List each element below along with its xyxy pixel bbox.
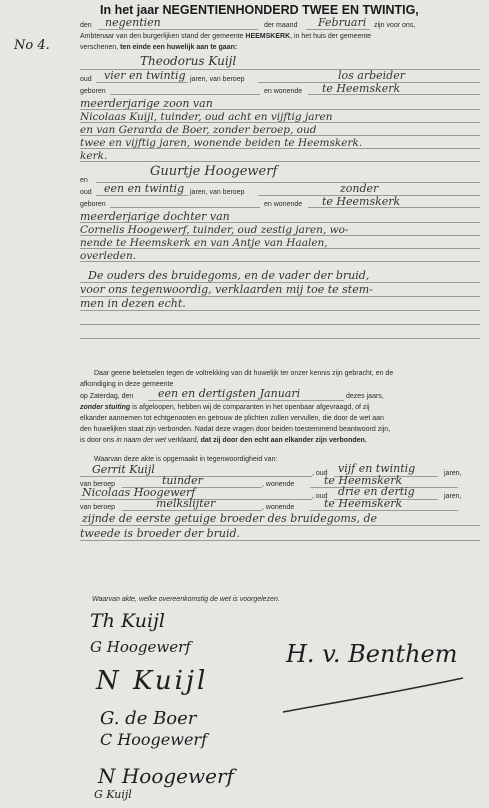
intro-huis: , in het huis der gemeente [290,33,372,40]
intro-verschenen: verschenen, [80,44,119,51]
signature-g-de-boer: G. de Boer [100,708,197,729]
bride-occupation: zonder [340,182,379,195]
bride-born-line [110,207,260,208]
groom-age-suffix: jaren, van beroep [190,76,245,83]
proclamation-dezes: dezes jaars, [346,393,384,400]
groom-name: Theodorus Kuijl [140,54,237,68]
consent-line-rule-5 [80,338,480,339]
signature-n-hoogewerf: N Hoogewerf [98,764,234,788]
bride-details-line-3 [80,248,480,249]
groom-details-1: meerderjarige zoon van [80,97,213,110]
intro-ambtenaar: Ambtenaar van den burgerlijken stand der gemeente [80,33,244,40]
bride-details-4: overleden. [80,250,137,262]
intro-month-label: der maand [264,22,298,29]
proclamation-line-5: elkander aannemen tot echtgenooten en getrouw de plichten zullen vervullen, die door de wet aan [80,415,384,422]
witnesses-intro: Waarvan deze akte is opgemaakt in tegenwoordigheid van: [94,456,278,463]
proclamation-verklaard: verklaard, [167,437,199,444]
proclamation-afgeloopen: is afgeloopen, hebben wij de comparanten in het openbaar afgevraagd, of zij [132,404,370,411]
bride-name: Guurtje Hoogewerf [150,164,278,179]
witness-1-oud: , oud [312,470,328,477]
bride-details-line-2 [80,235,480,236]
proclamation-date-line [148,400,344,401]
groom-details-line-1 [80,109,480,110]
groom-details-4: twee en vijftig jaren, wonende beiden te Heemskerk. [80,137,363,149]
witness-2-wonende: , wonende [262,504,295,511]
proclamation-op: op Zaterdag, den [80,393,134,400]
groom-details-line-5 [80,161,480,162]
bride-age-suffix: jaren, van beroep [190,189,245,196]
header-year: NEGENTIENHONDERD TWEE EN TWINTIG, [162,3,419,17]
signature-n-kuijl: N Kuijl [96,666,209,696]
witness-2-beroep: van beroep [80,504,116,511]
groom-residence: te Heemskerk [322,82,401,95]
bride-details-3: nende te Heemskerk en van Antje van Haalen, [80,237,328,249]
witness-1-jaren: jaren, [444,470,462,477]
intro-line-3 [80,43,237,52]
header-title [100,3,419,17]
proclamation-zonder-stuiting: zonder stuiting [80,404,131,411]
witness-1-beroep: van beroep [80,481,116,488]
witness-2-occupation-line [122,510,262,511]
bride-details-2: Cornelis Hoogewerf, tuinder, oud zestig jaren, wo- [80,224,349,236]
witness-2-occupation: melkslijter [156,497,216,510]
consent-line-3: men in dezen echt. [80,297,186,310]
proclamation-date: een en dertigsten Januari [158,387,301,400]
witness-relation-1: zijnde de eerste getuige broeder des bruidegoms, de [82,512,378,525]
bride-and-label: en [80,177,88,184]
groom-details-line-2 [80,122,480,123]
groom-details-5: kerk. [80,150,108,162]
groom-details-line-3 [80,135,480,136]
header-prefix: In het jaar [100,3,160,17]
bride-details-line-4 [80,261,480,262]
groom-age-line [96,82,188,83]
consent-line-1: De ouders des bruidegoms, en de vader der bruid, [88,269,370,282]
groom-details-3: en van Gerarda de Boer, zonder beroep, oud [80,124,317,136]
intro-voor-ons: zijn voor ons, [374,22,416,29]
proclamation-verbonden: dat zij door den echt aan elkander zijn verbonden. [200,437,367,444]
signature-c-hoogewerf: C Hoogewerf [100,730,207,749]
witness-1-wonende: , wonende [262,481,295,488]
groom-occupation: los arbeider [338,69,405,82]
intro-day: negentien [105,16,161,29]
record-number: No 4. [14,38,50,53]
bride-residence: te Heemskerk [322,195,401,208]
bride-age: een en twintig [104,182,185,195]
witness-1-occupation: tuinder [162,474,203,487]
groom-age: vier en twintig [104,69,186,82]
witness-2-age: drie en dertig [338,485,415,498]
witness-2-residence: te Heemskerk [324,497,403,510]
proclamation-line-7 [80,436,367,445]
witness-1-age: vijf en twintig [338,462,416,475]
official-signature-flourish [278,672,468,718]
intro-line-1 [80,21,92,30]
bride-details-1: meerderjarige dochter van [80,210,230,223]
proclamation-door-ons: is door ons [80,437,115,444]
closing-text: Waarvan akte, welke overeenkomstig de wet is voorgelezen. [92,596,280,603]
proclamation-line-3 [80,392,133,401]
consent-line-rule-1 [80,282,480,283]
bride-details-line-1 [80,222,480,223]
groom-age-prefix: oud [80,76,92,83]
signature-th-kuijl: Th Kuijl [90,610,166,632]
consent-line-2: voor ons tegenwoordig, verklaarden mij toe te stem- [80,283,373,296]
groom-details-2: Nicolaas Kuijl, tuinder, oud acht en vijftig jaren [80,111,333,123]
witness-relation-line-2 [80,540,480,541]
intro-einde: ten einde een huwelijk aan te gaan: [120,44,238,51]
intro-month: Februari [318,16,367,29]
witness-1-residence: te Heemskerk [324,474,403,487]
witness-2-name: Nicolaas Hoogewerf [82,486,196,499]
bride-born-label: geboren [80,201,106,208]
groom-residing-label: en wonende [264,88,303,95]
proclamation-naam-der-wet: in naam der wet [116,437,167,444]
witness-2-jaren: jaren, [444,493,462,500]
consent-line-rule-4 [80,324,480,325]
intro-municipality: HEEMSKERK [245,33,291,40]
consent-line-rule-3 [80,310,480,311]
witness-2-residence-line [310,510,458,511]
bride-age-line [96,195,188,196]
signature-g-hoogewerf-1: G Hoogewerf [90,638,191,656]
intro-month-line [306,29,370,30]
bride-age-prefix: oud [80,189,92,196]
proclamation-line-4 [80,403,370,412]
groom-born-line [110,94,260,95]
official-signature: H. v. Benthem [286,640,458,668]
proclamation-line-1: Daar geene beletselen tegen de voltrekking van dit huwelijk ter onzer kennis zijn gebracht, en de [94,370,394,377]
consent-line-rule-2 [80,296,480,297]
proclamation-line-6: den huwelijken staat zijn verbonden. Nadat deze vragen door beiden toestemmend beantwoord zijn, [80,426,391,433]
witness-1-name: Gerrit Kuijl [92,463,155,476]
witness-relation-line-1 [80,525,480,526]
groom-residence-line [308,94,480,95]
bride-residing-label: en wonende [264,201,303,208]
witness-2-oud: , oud [312,493,328,500]
intro-den: den [80,22,92,29]
intro-line-2 [80,32,371,41]
groom-details-line-4 [80,148,480,149]
signature-g-kuijl: G Kuijl [94,788,132,801]
proclamation-line-2: afkondiging in deze gemeente [80,381,174,388]
intro-day-line [98,29,258,30]
groom-born-label: geboren [80,88,106,95]
bride-residence-line [308,207,480,208]
witness-relation-2: tweede is broeder der bruid. [80,527,241,540]
